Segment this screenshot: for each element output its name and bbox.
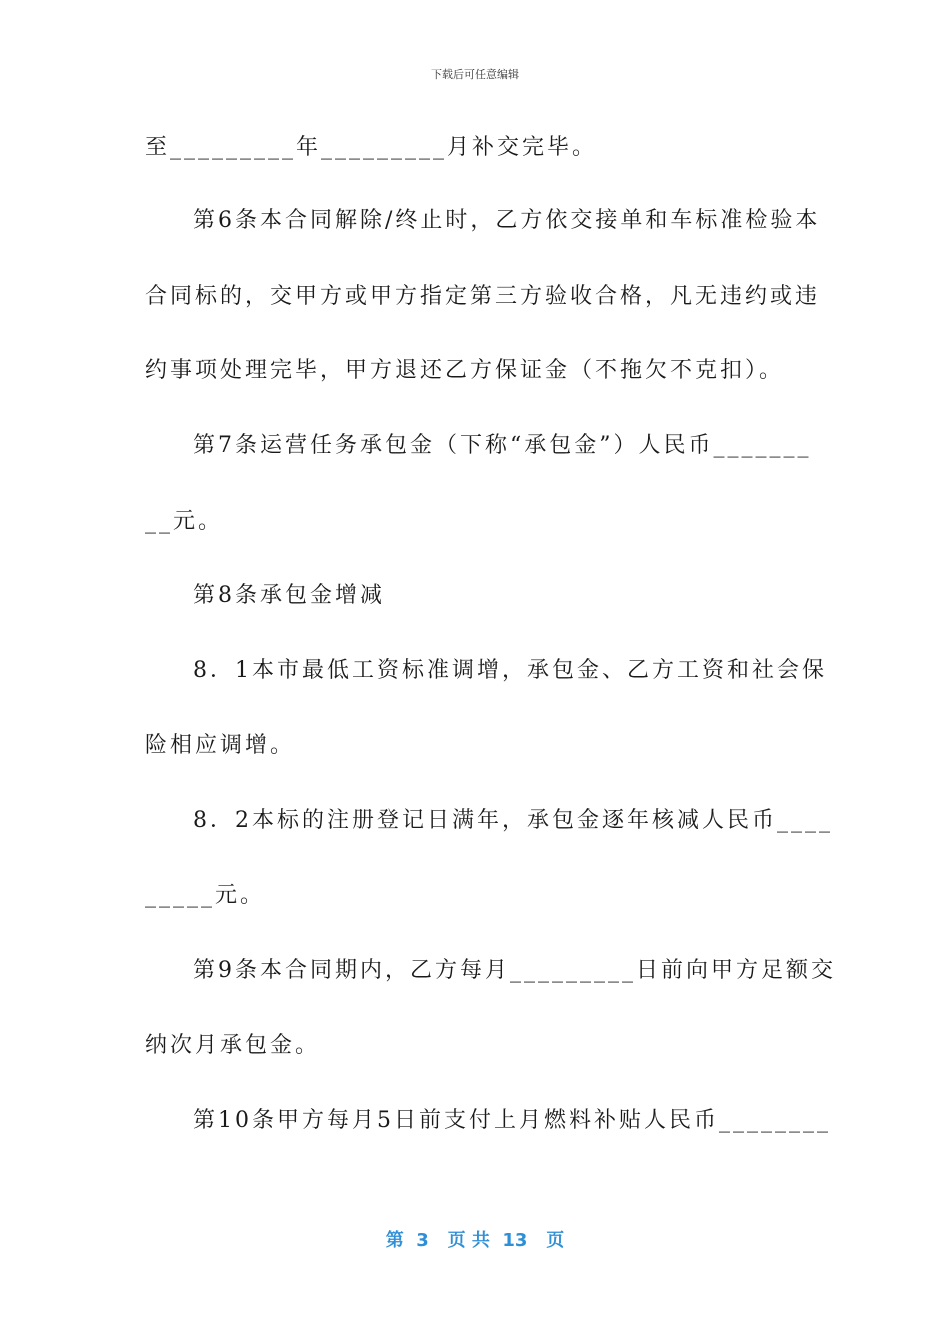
text-line: 第10条甲方每月5日前支付上月燃料补贴人民币________	[193, 1108, 831, 1133]
page-header: 下载后可任意编辑	[431, 68, 519, 81]
text-line: 合同标的，交甲方或甲方指定第三方验收合格，凡无违约或违	[145, 284, 821, 309]
text-line: 第8条承包金增减	[193, 583, 385, 608]
page-footer: 第 3 页 共 13 页	[385, 1230, 565, 1251]
text-line: 纳次月承包金。	[145, 1033, 321, 1058]
text-line: 8．1本市最低工资标准调增，承包金、乙方工资和社会保	[193, 658, 827, 683]
text-line: 约事项处理完毕，甲方退还乙方保证金（不拖欠不克扣）。	[145, 358, 785, 383]
text-line: 第9条本合同期内，乙方每月_________日前向甲方足额交	[193, 958, 836, 983]
text-line: 至_________年_________月补交完毕。	[145, 135, 598, 160]
text-line: 8．2本标的注册登记日满年，承包金逐年核减人民币____	[193, 808, 833, 833]
text-line: _____元。	[145, 883, 266, 908]
text-line: 第7条运营任务承包金（下称“承包金”）人民币_______	[193, 433, 812, 458]
text-line: 险相应调增。	[145, 733, 296, 758]
text-line: 第6条本合同解除/终止时，乙方依交接单和车标准检验本	[193, 208, 821, 233]
text-line: __元。	[145, 509, 224, 534]
